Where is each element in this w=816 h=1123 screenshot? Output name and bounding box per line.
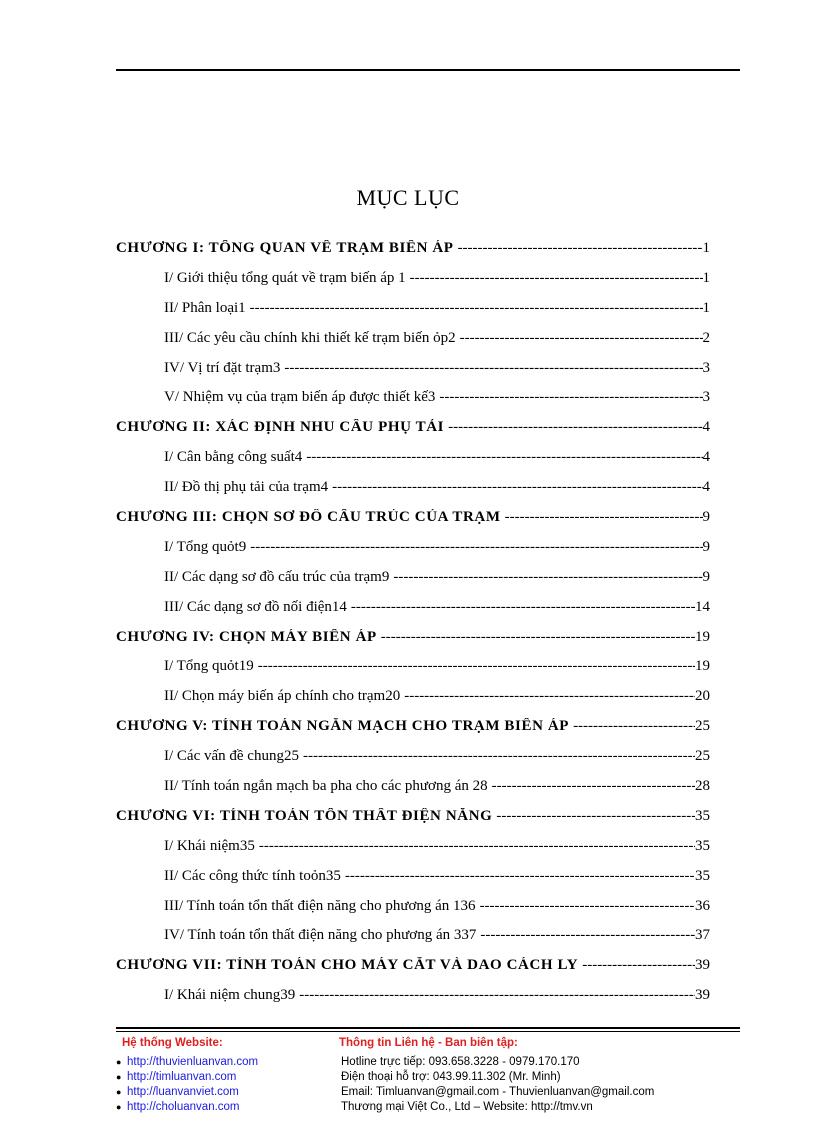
toc-chapter-entry[interactable] [116, 629, 710, 659]
website-item [116, 1085, 258, 1100]
toc-section-entry[interactable] [116, 270, 710, 300]
footer-rule-thick [116, 1027, 740, 1029]
toc-page-number: 25 [695, 718, 710, 735]
website-link[interactable]: http://choluanvan.com [127, 1101, 240, 1113]
toc-section-entry[interactable] [116, 778, 710, 808]
table-of-contents [116, 240, 710, 1017]
toc-entry-label: I/ Tổng quỏt9 [164, 538, 247, 555]
toc-entry-label: II/ Chọn máy biến áp chính cho trạm20 [164, 688, 401, 705]
toc-dot-leader [439, 389, 702, 406]
toc-chapter-entry[interactable] [116, 808, 710, 838]
footer-rule-thin [116, 1031, 740, 1032]
website-link[interactable]: http://timluanvan.com [127, 1071, 237, 1083]
toc-section-entry[interactable] [116, 569, 710, 599]
contact-email: Email: Timluanvan@gmail.com - Thuvienluanvan@gmail.com [341, 1086, 655, 1098]
toc-section-entry[interactable] [116, 539, 710, 569]
toc-section-entry[interactable] [116, 599, 710, 629]
toc-page-number: 4 [702, 479, 710, 496]
toc-entry-label: I/ Khái niệm35 [164, 837, 255, 854]
toc-entry-label: V/ Nhiệm vụ của trạm biến áp được thiết kế3 [164, 389, 436, 406]
toc-dot-leader [284, 360, 702, 377]
toc-title: MỤC LỤC [356, 185, 460, 210]
toc-dot-leader [496, 808, 695, 825]
toc-page-number: 37 [695, 927, 710, 944]
toc-entry-label: CHƯƠNG V: TÍNH TOÁN NGẮN MẠCH CHO TRẠM BIẾN ÁP [116, 718, 570, 735]
website-item [116, 1055, 258, 1070]
toc-entry-label: CHƯƠNG VI: TÍNH TOÁN TỔN THẤT ĐIỆN NĂNG [116, 807, 493, 824]
toc-page-number: 14 [695, 598, 710, 615]
toc-dot-leader [480, 898, 695, 915]
contact-hotline: Hotline trực tiếp: 093.658.3228 - 0979.170.170 [341, 1056, 580, 1068]
toc-chapter-entry[interactable] [116, 240, 710, 270]
toc-page-number: 1 [702, 240, 710, 256]
toc-entry-label: I/ Khái niệm chung39 [164, 987, 296, 1004]
toc-entry-label: III/ Các yêu cầu chính khi thiết kế trạm biến ỏp2 [164, 329, 456, 346]
toc-entry-label: CHƯƠNG I: TỔNG QUAN VỀ TRẠM BIẾN ÁP [116, 240, 454, 256]
toc-entry-label: III/ Các dạng sơ đồ nối điện14 [164, 598, 347, 615]
toc-entry-label: CHƯƠNG IV: CHỌN MÁY BIẾN ÁP [116, 628, 377, 645]
contact-company: Thương mại Việt Co., Ltd – Website: http://tmv.vn [341, 1101, 593, 1113]
toc-section-entry[interactable] [116, 330, 710, 360]
toc-entry-label: I/ Tổng quỏt19 [164, 658, 254, 675]
toc-entry-label: CHƯƠNG II: XÁC ĐỊNH NHU CẦU PHỤ TẢI [116, 419, 445, 436]
toc-entry-label: II/ Phân loại1 [164, 299, 246, 316]
footer-websites-title: Hệ thống Website: [122, 1037, 223, 1049]
bullet-icon: ● [116, 1087, 122, 1097]
website-item [116, 1070, 258, 1085]
toc-chapter-entry[interactable] [116, 957, 710, 987]
toc-page-number: 28 [695, 778, 710, 795]
toc-dot-leader [460, 330, 703, 347]
toc-page-number: 19 [695, 628, 710, 645]
toc-dot-leader [250, 539, 702, 556]
toc-page-number: 9 [702, 568, 710, 585]
toc-section-entry[interactable] [116, 927, 710, 957]
bullet-icon: ● [116, 1057, 122, 1067]
toc-page-number: 35 [695, 837, 710, 854]
toc-dot-leader [410, 270, 703, 287]
website-link[interactable]: http://thuvienluanvan.com [127, 1056, 259, 1068]
toc-dot-leader [381, 629, 695, 646]
toc-section-entry[interactable] [116, 987, 710, 1017]
toc-dot-leader [303, 748, 695, 765]
toc-dot-leader [345, 868, 695, 885]
toc-section-entry[interactable] [116, 300, 710, 330]
toc-section-entry[interactable] [116, 898, 710, 928]
toc-entry-label: II/ Các công thức tính toỏn35 [164, 867, 341, 884]
toc-page-number: 35 [695, 867, 710, 884]
toc-page-number: 9 [702, 538, 710, 555]
toc-section-entry[interactable] [116, 449, 710, 479]
toc-dot-leader [250, 300, 703, 317]
website-item [116, 1100, 258, 1115]
bullet-icon: ● [116, 1072, 122, 1082]
toc-chapter-entry[interactable] [116, 509, 710, 539]
footer-contact-list [341, 1055, 654, 1115]
toc-dot-leader [404, 688, 695, 705]
toc-entry-label: I/ Cân bằng công suất4 [164, 449, 303, 466]
toc-entry-label: III/ Tính toán tổn thất điện năng cho phương án 136 [164, 897, 476, 914]
toc-section-entry[interactable] [116, 658, 710, 688]
toc-entry-label: CHƯƠNG III: CHỌN SƠ ĐỒ CẤU TRÚC CỦA TRẠM [116, 509, 501, 526]
website-link[interactable]: http://luanvanviet.com [127, 1086, 239, 1098]
toc-dot-leader [299, 987, 695, 1004]
toc-dot-leader [492, 778, 695, 795]
footer-contact-title: Thông tin Liên hệ - Ban biên tập: [339, 1037, 518, 1049]
toc-dot-leader [480, 927, 695, 944]
toc-dot-leader [351, 599, 695, 616]
toc-section-entry[interactable] [116, 389, 710, 419]
toc-entry-label: II/ Đồ thị phụ tải của trạm4 [164, 479, 329, 496]
toc-page-number: 19 [695, 658, 710, 675]
header-rule [116, 69, 740, 71]
toc-entry-label: I/ Giới thiệu tổng quát về trạm biến áp 1 [164, 269, 406, 286]
toc-entry-label: CHƯƠNG VII: TÍNH TOÁN CHO MÁY CẮT VÀ DAO CÁCH LY [116, 957, 579, 974]
toc-page-number: 3 [702, 359, 710, 376]
toc-section-entry[interactable] [116, 479, 710, 509]
toc-page-number: 2 [702, 329, 710, 346]
toc-dot-leader [332, 479, 702, 496]
toc-page-number: 20 [695, 688, 710, 705]
toc-page-number: 1 [702, 299, 710, 316]
toc-entry-label: IV/ Tính toán tổn thất điện năng cho phương án 337 [164, 927, 477, 944]
toc-entry-label: II/ Tính toán ngắn mạch ba pha cho các phương án 28 [164, 778, 488, 795]
toc-page-number: 9 [702, 509, 710, 526]
toc-dot-leader [582, 957, 695, 974]
toc-dot-leader [458, 240, 703, 257]
bullet-icon: ● [116, 1102, 122, 1112]
toc-section-entry[interactable] [116, 748, 710, 778]
toc-dot-leader [393, 569, 702, 586]
toc-dot-leader [306, 449, 702, 466]
toc-chapter-entry[interactable] [116, 718, 710, 748]
toc-section-entry[interactable] [116, 868, 710, 898]
toc-page-number: 39 [695, 987, 710, 1004]
toc-page-number: 36 [695, 897, 710, 914]
toc-dot-leader [448, 419, 702, 436]
contact-phone: Điện thoại hỗ trợ: 043.99.11.302 (Mr. Minh) [341, 1071, 561, 1083]
toc-dot-leader [259, 838, 695, 855]
toc-entry-label: IV/ Vị trí đặt trạm3 [164, 359, 281, 376]
toc-chapter-entry[interactable] [116, 419, 710, 449]
toc-dot-leader [505, 509, 703, 526]
toc-page-number: 3 [702, 389, 710, 406]
footer-website-list [116, 1055, 258, 1115]
toc-dot-leader [573, 718, 695, 735]
toc-entry-label: II/ Các dạng sơ đồ cấu trúc của trạm9 [164, 568, 390, 585]
toc-page-number: 1 [702, 269, 710, 286]
toc-section-entry[interactable] [116, 688, 710, 718]
toc-page-number: 39 [695, 957, 710, 974]
toc-page-number: 4 [702, 419, 710, 436]
toc-page-number: 25 [695, 748, 710, 765]
toc-section-entry[interactable] [116, 838, 710, 868]
toc-entry-label: I/ Các vấn đề chung25 [164, 748, 299, 765]
toc-page-number: 4 [702, 449, 710, 466]
toc-page-number: 35 [695, 807, 710, 824]
toc-section-entry[interactable] [116, 360, 710, 390]
toc-dot-leader [258, 658, 695, 675]
